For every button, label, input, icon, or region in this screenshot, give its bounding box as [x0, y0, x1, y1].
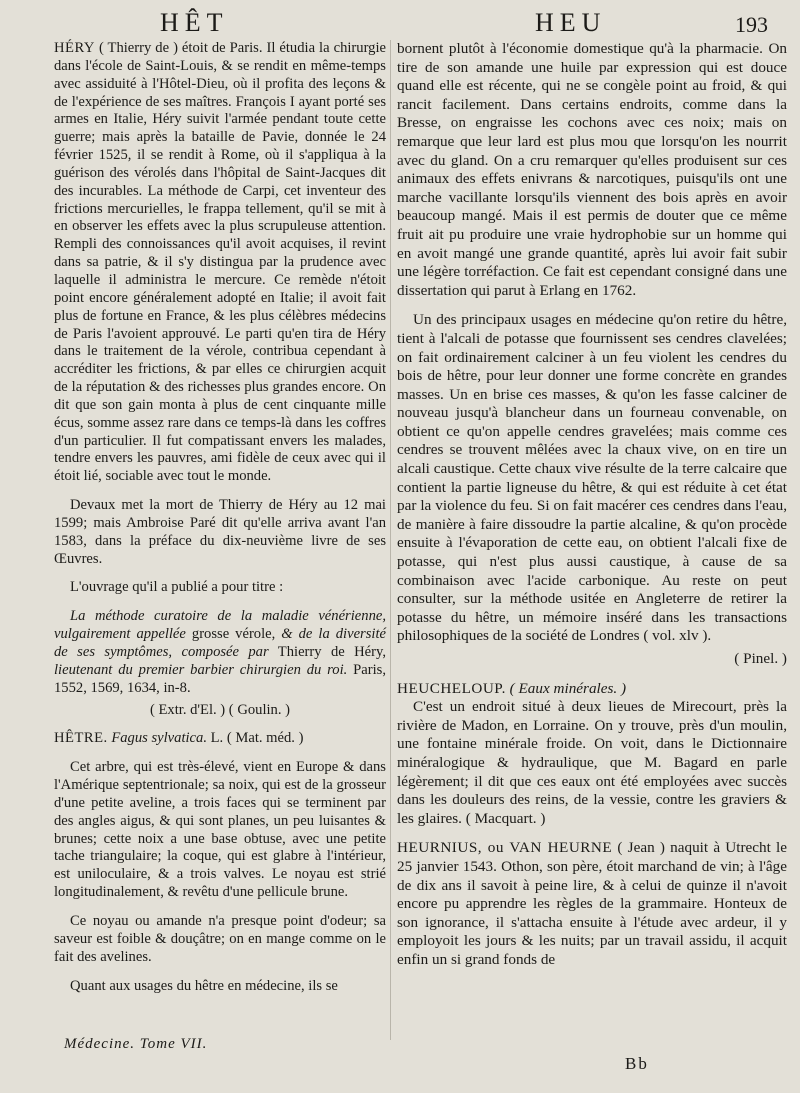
hery-paragraph-2: Devaux met la mort de Thierry de Héry au 12 mai 1599; mais Ambroise Paré dit qu'elle arriva avant l'an 1583, dans la préface du dix-neuvième livre de ses Œuvres. — [54, 497, 386, 567]
heucheloup-paragraph-1: C'est un endroit situé à deux lieues de Mirecourt, près la rivière de Madon, en Lorraine. On y trouve, près d'un moulin, une fontaine minérale froide. On voit, dans le Dictionnaire minéralogique & hydraulique, que M. Bagard en parle légèrement; il dit que ces eaux ont été employées avec succès dans les douleurs des reins, de la vessie, contre les graviers & les glaires. ( Macquart. ) — [397, 698, 787, 827]
hery-paragraph-3: L'ouvrage qu'il a publié a pour titre : — [70, 579, 284, 596]
heucheloup-qualifier: ( Eaux minérales. ) — [509, 679, 627, 697]
hery-paragraph-1: ( Thierry de ) étoit de Paris. Il étudia la chirurgie dans l'école de Saint-Louis, & se rendit en même-temps avec assiduité à l'Hôtel-Dieu, où il profita des leçons & de l'expérience de ses maîtres. François I ayant porté ses armes en Italie, Héry suivit l'armée pendant toute cette guerre; mais après la bataille de Pavie, donnée le 24 février 1525, il se rendit à Rome, où il s'appliqua à la guérison des vérolés dans l'hôpital de Saint-Jacques dit des incurables. La méthode de Carpi, cet inventeur des frictions mercurielles, le frappa tellement, qu'il se mit à en observer les effets avec la plus scrupuleuse attention. Rempli des connoissances qu'il avoit acquises, il revint dans sa patrie, & il s'y distingua par la prudence avec laquelle il administra le mercure. Ce remède n'étoit point encore généralement adopté en Italie; il avoit fait plus de fortune en France, & les plus célèbres médecins de Paris l'avoient approuvé. Le parti qu'en tira de Héry dans le traitement de la vérole, contribua cependant à accréditer les frictions, & par elles ce chirurgien acquit de la réputation & des richesses plus grandes encore. On dit que son gain monta à plus de cent cinquante mille écus, somme assez rare dans ce temps-là dans les coffres d'un particulier. Il fut compatissant envers les malades, tendre envers les pauvres, ami fidèle de ceux avec qui il étoit lié, sociable avec tout le monde. — [54, 40, 386, 485]
heucheloup-signature: ( Macquart. ) — [465, 809, 546, 827]
running-header — [0, 8, 800, 40]
headword-heurnius: HEURNIUS, ou VAN HEURNE — [397, 839, 613, 857]
sheet-mark: Bb — [625, 1054, 649, 1073]
hetre-paragraph-3: Quant aux usages du hêtre en médecine, ils se — [70, 977, 338, 994]
hetre-abbrev: L. ( Mat. méd. ) — [210, 730, 304, 747]
left-column — [54, 40, 386, 995]
right-column — [397, 40, 787, 970]
hery-book-title: La méthode curatoire de la maladie vénérienne, vulgairement appellée grosse vérole, & de la diversité de ses symptômes, composée par Thierry de Héry, lieutenant du premier barbier chirurgien du roi. Paris, 1552, 1569, 1634, in-8. — [54, 608, 386, 696]
entry-heucheloup — [397, 680, 787, 699]
hetre-continued-paragraph-2: Un des principaux usages en médecine qu'on retire du hêtre, tient à l'alcali de potasse que fournissent ses cendres clavelées; on fait ordinairement calciner à un feu violent les cendres du bois de hêtre, pour leur donner une forme concrète en grandes masses. Un en brise ces masses, & qu'on les fasse calciner de nouveau jusqu'à blancheur dans un fourneau convenable, on obtient ce qu'on appelle cendres gravelées; mais comme ces cendres se trouvent mêlées avec la chaux vive, on en tire un alcali caustique. Cette chaux vive résulte de la terre calcaire que contient la partie ligneuse du hêtre, & qui est réduite à cet état par la violence du feu. Si on fait macérer ces cendres dans l'eau, de manière à faire dissoudre la partie alcaline, & qu'on procède ensuite à l'évaporation de cette eau, on obtient l'alcali fixe de potasse, qui n'est plus aussi caustique, à cause de sa combinaison avec l'acide carbonique. Au reste on peut consulter, sur la méthode usitée en Angleterre de retirer la potasse du hêtre, un mémoire inséré dans les transactions philosophiques de la société de Londres ( vol. xlv ). — [397, 311, 787, 645]
entry-hery — [54, 40, 386, 486]
entry-hetre — [54, 730, 386, 748]
headword-hetre: HÊTRE. — [54, 730, 108, 747]
right-running-head: HEU — [535, 8, 607, 37]
left-running-head: HÊT — [160, 8, 229, 37]
hetre-latin-name: Fagus sylvatica. — [111, 730, 207, 747]
footer-signature-line: Médecine. Tome VII. — [64, 1036, 208, 1052]
headword-hery: HÉRY — [54, 40, 95, 56]
hetre-paragraph-2: Ce noyau ou amande n'a presque point d'odeur; sa saveur est foible & douçâtre; on en mange comme on le fait des avelines. — [54, 912, 386, 965]
entry-heurnius — [397, 839, 787, 969]
headword-heucheloup: HEUCHELOUP. — [397, 679, 506, 697]
heurnius-paragraph-1: ( Jean ) naquit à Utrecht le 25 janvier 1543. Othon, son père, étoit marchand de vin; à l'âge de dix ans il savoit à peine lire, & à celui de quinze il n'avoit encore pu apprendre les règles de la grammaire. Honteux de son ignorance, il s'attacha ensuite à l'étude avec ardeur, il y employoit les jours & les nuits; par un travail assidu, il acquit enfin un si grand fonds de — [397, 839, 788, 968]
hetre-paragraph-1: Cet arbre, qui est très-élevé, vient en Europe & dans l'Amérique septentrionale; sa noix, qui est de la grosseur d'une petite aveline, a trois faces qui se terminent par des angles aigus, & qui sont planes, un peu luisantes & brunes; cette noix a une base obtuse, avec une petite tache triangulaire; la coque, qui est glabre à l'intérieur, est uniloculaire, & a trois valves. Le noyau est strié longitudinalement, & revêtu d'une pellicule brune. — [54, 759, 386, 901]
hetre-continued-paragraph-1: bornent plutôt à l'économie domestique qu'à la pharmacie. On tire de son amande une huile par expression qui est douce quand elle est récente, qui ne se congèle point au froid, & qui rancit facilement. Dans certains endroits, comme dans la Bresse, on engraisse les cochons avec ces noix; mais on remarque que leur lard est plus mou que lorsqu'on les nourrit avec du gland. On a cru remarquer qu'elles produisent sur ces animaux des effets enivrans & narcotiques, puisqu'ils ont une marche vacillante lorsqu'ils viennent des bois après en avoir beaucoup mangé. Mais il est permis de douter que ce même fruit ait pu produire une vraie hydrophobie sur un homme qui en avoit mangé une grande quantité, après lui avoir fait subir une légère torréfaction. Ce fait est cependant consigné dans une dissertation qui parut à Erlang en 1762. — [397, 40, 787, 299]
hery-signature: ( Extr. d'El. ) ( Goulin. ) — [149, 701, 291, 718]
hetre-signature: ( Pinel. ) — [734, 650, 787, 667]
page-number: 193 — [735, 12, 768, 37]
column-divider — [390, 40, 391, 1040]
